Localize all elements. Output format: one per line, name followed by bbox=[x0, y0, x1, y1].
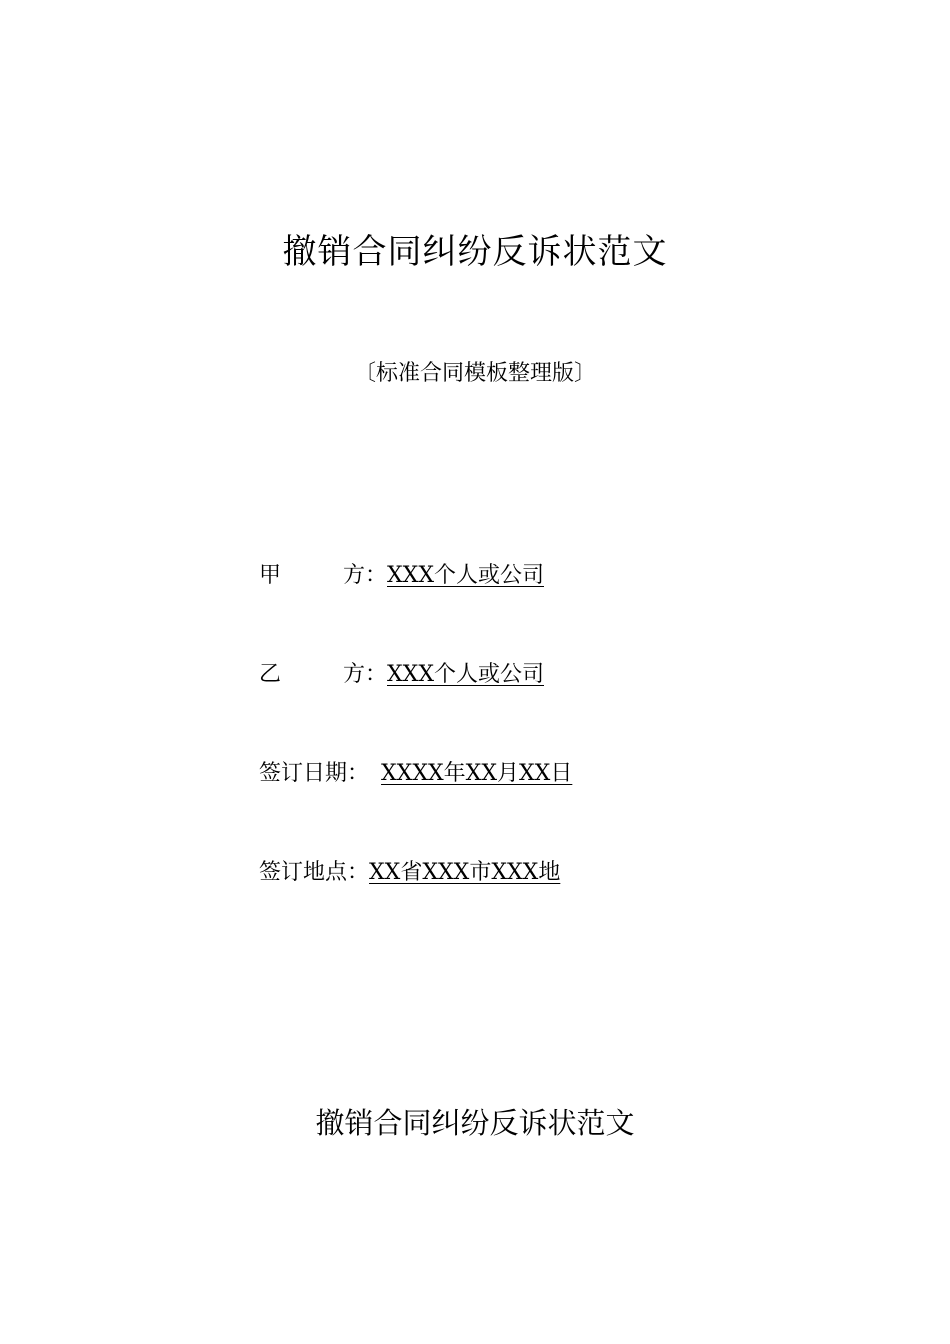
party-b-label-last: 方： bbox=[342, 662, 387, 687]
party-a-label-last: 方： bbox=[342, 563, 387, 588]
party-a-value-line bbox=[387, 559, 598, 593]
party-a-label-first: 甲 bbox=[259, 563, 282, 588]
sign-date-value: XXXX年XX月XX日 bbox=[381, 761, 573, 786]
party-b-label bbox=[259, 658, 387, 692]
party-b-row bbox=[259, 658, 598, 692]
sign-date-label: 签订日期： bbox=[259, 761, 370, 786]
sign-place-label: 签订地点： bbox=[259, 860, 370, 885]
party-b-value-line bbox=[387, 658, 598, 692]
party-b-label-first: 乙 bbox=[259, 662, 282, 687]
party-a-row bbox=[259, 559, 598, 593]
document-subtitle: 〔标准合同模板整理版〕 bbox=[353, 361, 596, 386]
party-a-label bbox=[259, 559, 387, 593]
sign-date-row bbox=[259, 757, 598, 791]
sign-place-row bbox=[259, 856, 572, 890]
party-a-value: XXX个人或公司 bbox=[387, 563, 544, 588]
sign-place-value: XX省XXX市XXX地 bbox=[369, 860, 561, 885]
document-footer-title: 撤销合同纠纷反诉状范文 bbox=[315, 1106, 635, 1140]
document-title: 撤销合同纠纷反诉状范文 bbox=[282, 232, 668, 272]
sign-date-value-line bbox=[369, 757, 598, 791]
sign-place-value-line bbox=[369, 856, 572, 890]
party-b-value: XXX个人或公司 bbox=[387, 662, 544, 687]
